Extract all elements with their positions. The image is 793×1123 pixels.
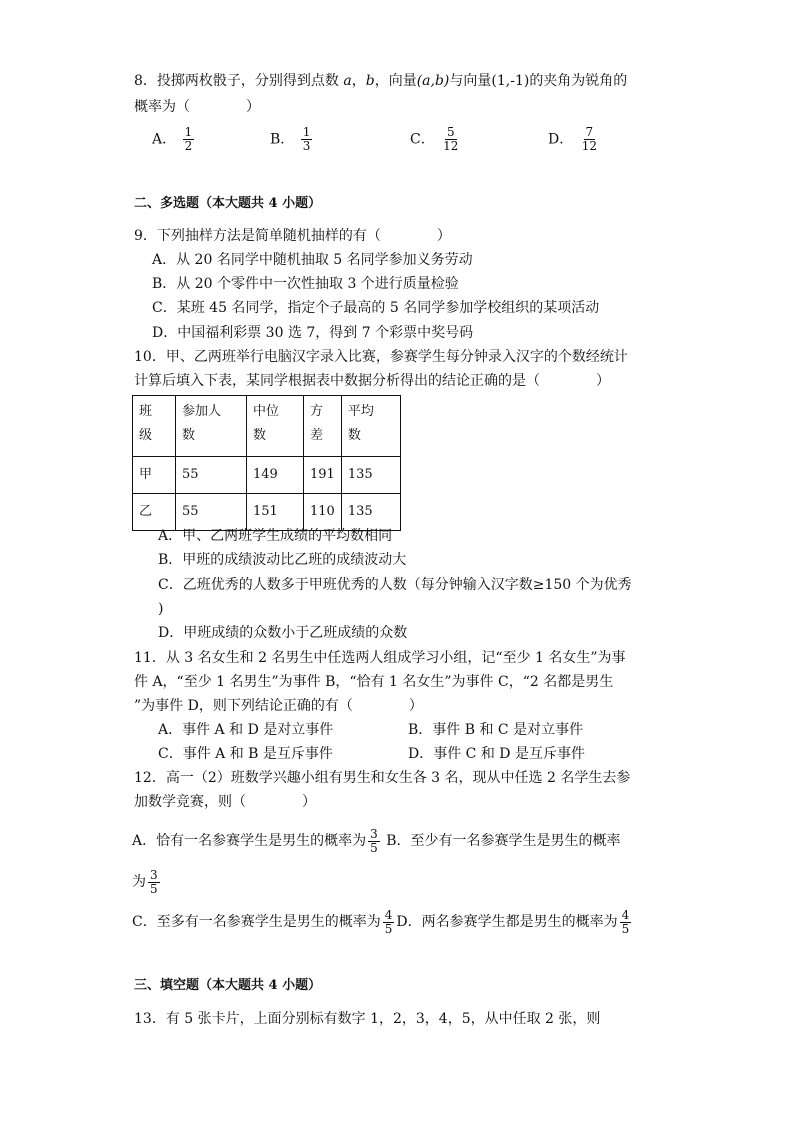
fraction-denominator: 2 [184,139,193,153]
q9-option-b: B．从 20 个零件中一次性抽取 3 个进行质量检验 [152,276,459,292]
header-text: 方 [310,404,324,419]
fraction-denominator: 5 [384,921,393,936]
fraction-numerator: 4 [621,907,630,922]
table-header-row [133,396,401,457]
q8-stem-text-d: 的夹角为锐角的 [529,73,628,89]
table-cell: 149 [247,457,304,494]
q8-option-d [548,126,601,153]
table-cell: 135 [341,457,400,494]
table-cell: 甲 [133,457,176,494]
q10-option-c: C．乙班优秀的人数多于甲班优秀的人数（每分钟输入汉字数≥150 个为优秀 [158,577,632,593]
option-label: D． [548,131,574,148]
q8-stem-text: 8．投掷两枚骰子，分别得到点数 [134,73,339,89]
q10-option-c-continuation: ) [158,601,164,617]
fraction-numerator: 1 [184,125,193,139]
table-cell: 55 [176,457,247,494]
q10-stem-line1: 10．甲、乙两班举行电脑汉字录入比赛，参赛学生每分钟录入汉字的个数经统计 [134,349,628,365]
q8-option-b [270,126,314,153]
fraction-denominator: 5 [370,840,378,855]
section-heading-multiple-choice: 二、多选题（本大题共 4 小题） [134,196,322,211]
header-text: 数 [182,428,196,443]
fraction [580,126,599,153]
q12-option-c: C．至多有一名参赛学生是男生的概率为 [132,914,381,930]
q12-option-d: D．两名参赛学生都是男生的概率为 [396,914,618,930]
header-text: 差 [310,428,324,443]
q12-option-a: A．恰有一名参赛学生是男生的概率为 [132,833,367,849]
fraction-numerator: 5 [446,125,455,139]
option-label: B． [270,131,295,148]
q8-var-b: b [365,73,375,89]
q11-stem-line1: 11．从 3 名女生和 2 名男生中任选两人组成学习小组，记“至少 1 名女生”为事 [134,650,626,666]
q10-stats-table [132,395,401,531]
fraction [368,828,380,855]
fraction [620,909,632,936]
fraction [301,126,313,153]
fraction-numerator: 3 [370,826,378,841]
q13-stem: 13．有 5 张卡片，上面分别标有数字 1，2，3，4，5，从中任取 2 张，则 [134,1011,601,1027]
fraction-denominator: 12 [581,139,597,153]
fraction-numerator: 4 [384,907,393,922]
q11-option-b: B．事件 B 和 C 是对立事件 [408,722,584,738]
header-text: 中位 [253,404,280,419]
fraction [383,909,395,936]
table-header-cell [341,396,400,457]
q8-var-a: a [343,73,352,89]
q12-option-c-d-row [132,906,633,938]
fraction-numerator: 3 [150,867,158,882]
table-cell: 110 [304,494,342,531]
q11-option-d: D．事件 C 和 D 是互斥事件 [408,746,585,762]
q11-option-a: A．事件 A 和 D 是对立事件 [158,722,334,738]
q12-stem-line1: 12．高一（2）班数学兴趣小组有男生和女生各 3 名，现从中任选 2 名学生去参 [134,770,631,786]
fraction-denominator: 3 [302,139,311,153]
q9-option-d: D．中国福利彩票 30 选 7，得到 7 个彩票中奖号码 [152,325,474,341]
q11-stem-line3: ”为事件 D，则下列结论正确的有（ ） [134,698,423,714]
table-cell: 151 [247,494,304,531]
q12-option-b: B．至少有一名参赛学生是男生的概率 [386,833,621,849]
fraction [148,869,160,896]
fraction [183,126,195,153]
q9-option-a: A．从 20 名同学中随机抽取 5 名同学参加义务劳动 [152,252,473,268]
q8-stem [134,72,627,90]
table-header-cell [176,396,247,457]
q8-vector-1-neg1: (1,-1) [491,73,530,89]
q10-option-a: A．甲、乙两班学生成绩的平均数相同 [158,528,393,544]
section-heading-fill-in: 三、填空题（本大题共 4 小题） [134,978,322,993]
q8-stem-line2: 概率为（ ） [134,99,260,115]
header-text: 平均 [347,404,374,419]
q12-option-b-continuation [132,866,162,898]
table-row [133,457,401,494]
q8-option-a [152,126,196,153]
fraction-numerator: 7 [585,125,594,139]
q9-stem: 9．下列抽样方法是简单随机抽样的有（ ） [134,228,451,244]
header-text: 参加人 [182,404,222,419]
q12-option-a-b-row [132,825,621,857]
q10-option-b: B．甲班的成绩波动比乙班的成绩波动大 [158,552,407,568]
fraction-denominator: 5 [150,881,158,896]
table-cell: 191 [304,457,342,494]
q11-option-c: C．事件 A 和 B 是互斥事件 [158,746,333,762]
table-header-cell [304,396,342,457]
header-text: 数 [347,428,361,443]
table-header-cell [247,396,304,457]
q8-option-c [410,126,462,153]
fraction [441,126,460,153]
table-header-cell [133,396,176,457]
q8-comma: ， [351,73,366,89]
q10-stem-line2: 计算后填入下表，某同学根据表中数据分析得出的结论正确的是（ ） [134,373,610,389]
q8-vector-ab: (a,b) [416,73,450,89]
q9-option-c: C．某班 45 名同学，指定个子最高的 5 名同学参加学校组织的某项活动 [152,300,600,316]
table-row [133,494,401,531]
table-cell: 乙 [133,494,176,531]
q8-stem-text-c: 与向量 [449,73,492,89]
header-text: 级 [139,428,153,443]
option-label: C． [410,131,435,148]
table-cell: 135 [341,494,400,531]
fraction-numerator: 1 [302,125,311,139]
fraction-denominator: 5 [621,921,630,936]
q12-option-b-tail: 为 [132,874,146,890]
header-text: 班 [139,404,153,419]
fraction-denominator: 12 [443,139,459,153]
q10-option-d: D．甲班成绩的众数小于乙班成绩的众数 [158,625,408,641]
table-cell: 55 [176,494,247,531]
q11-stem-line2: 件 A，“至少 1 名男生”为事件 B，“恰有 1 名女生”为事件 C，“2 名都是男生 [134,674,614,690]
q12-stem-line2: 加数学竞赛，则（ ） [134,794,316,810]
option-label: A． [152,131,177,148]
q8-stem-text-b: ，向量 [374,73,417,89]
header-text: 数 [253,428,267,443]
